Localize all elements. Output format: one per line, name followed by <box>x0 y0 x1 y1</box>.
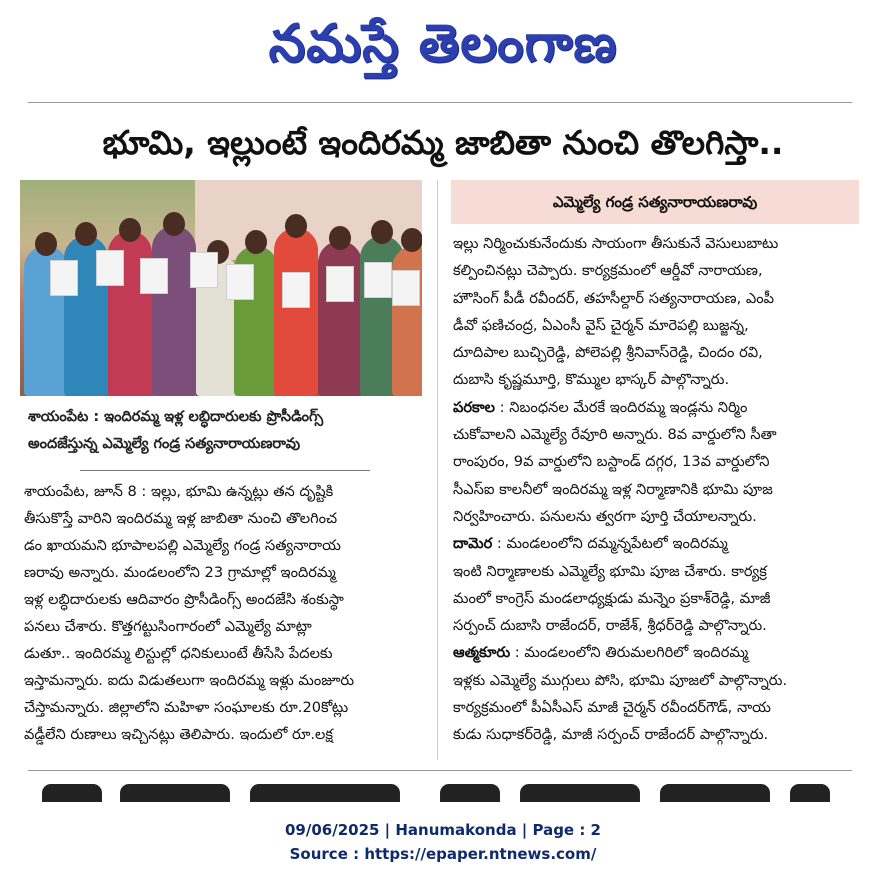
photo-document <box>226 264 254 300</box>
photo-person-head <box>285 214 307 238</box>
body-line: సర్పంచ్ దుబాసి రాజేందర్, రాజేశ్, శ్రీధర్‌రెడ్డి పాల్గొన్నారు. <box>453 617 767 635</box>
right-column-body <box>447 230 857 749</box>
photo-person-head <box>371 220 393 244</box>
section-first-line <box>453 394 857 421</box>
left-column-body <box>24 478 424 748</box>
page-footer <box>0 818 886 866</box>
photo-document <box>326 266 354 302</box>
section-text: : మండలంలోని తిరుమలగిరిలో ఇందిరమ్మ <box>510 644 749 662</box>
section-place: దామెర <box>453 535 493 553</box>
body-line: ఇళ్ల లబ్ధిదారులకు ఆదివారం ప్రొసీడింగ్స్ అందజేసి శంకుస్థా <box>24 591 344 608</box>
caption-line: అందజేస్తున్న ఎమ్మెల్యే గండ్ర సత్యనారాయణరావు <box>28 436 301 452</box>
body-line: ణరావు అన్నారు. మండలంలోని 23 గ్రామాల్లో ఇందిరమ్మ <box>24 564 336 581</box>
fragment-glyph <box>520 784 640 802</box>
body-line: పనలు చేశారు. కొత్తగట్టుసింగారంలో ఎమ్మెల్యే మాట్లా <box>24 618 312 635</box>
body-line: కల్పించినట్లు చెప్పారు. కార్యక్రమంలో ఆర్డీవో నారాయణ, <box>453 262 763 280</box>
newspaper-logo: నమస్తే తెలంగాణ <box>268 14 618 74</box>
fragment-glyph <box>660 784 770 802</box>
body-line: మంలో కాంగ్రెస్ మండలాధ్యక్షుడు మన్నెం ప్రకాశ్‌రెడ్డి, మాజీ <box>453 589 771 607</box>
section-place: పరకాల <box>453 398 496 416</box>
photo-person-head <box>163 212 185 236</box>
fragment-glyph <box>250 784 400 802</box>
photo-caption <box>28 404 422 458</box>
body-line: రాంపురం, 9వ వార్డులోని బస్టాండ్ దగ్గర, 13వ వార్డులోని <box>453 453 770 471</box>
body-line: డుతూ.. ఇందిరమ్మ లిస్టుల్లో ధనికులుంటే తీసేసి పేదలకు <box>24 645 333 662</box>
body-line: ఇల్లు నిర్మించుకునేందుకు సాయంగా తీసుకునే వెసులుబాటు <box>453 235 779 252</box>
photo-document <box>282 272 310 308</box>
body-line: డీవో ఫణిచంద్ర, ఏఎంసీ వైస్ చైర్మన్ మారెపల్లి బుజ్జన్న, <box>453 316 749 334</box>
section-first-line <box>453 530 857 557</box>
bottom-divider <box>28 770 852 771</box>
article-photo <box>20 180 422 396</box>
body-line: తీసుకొస్తే వారిని ఇందిరమ్మ ఇళ్ల జాబితా నుంచి తొలగించ <box>24 510 338 527</box>
caption-line: శాయంపేట : ఇందిరమ్మ ఇళ్ల లబ్ధిదారులకు ప్రొసీడింగ్స్ <box>28 409 324 425</box>
right-column <box>447 180 857 749</box>
article-headline: భూమి, ఇల్లుంటే ఇందిరమ్మ జాబితా నుంచి తొలగిస్తా.. <box>102 123 784 162</box>
fragment-glyph <box>440 784 500 802</box>
section-place: ఆత్మకూరు <box>453 644 511 662</box>
photo-document <box>392 270 420 306</box>
photo-document <box>364 262 392 298</box>
section-text: : నిబంధనల మేరకే ఇందిరమ్మ ఇండ్లను నిర్మిం <box>495 398 748 416</box>
fragment-glyph <box>42 784 102 802</box>
photo-document <box>140 258 168 294</box>
masthead <box>0 0 886 96</box>
photo-person-head <box>75 222 97 246</box>
photo-person-head <box>245 230 267 254</box>
body-line: చుకోవాలని ఎమ్మెల్యే రేవూరి అన్నారు. 8వ వార్డులోని సీతా <box>453 426 777 444</box>
body-line: ఇళ్లకు ఎమ్మెల్యే ముగ్గులు పోసి, భూమి పూజలో పాల్గొన్నారు. <box>453 671 788 689</box>
body-line: ఇస్తామన్నారు. ఐదు విడుతలుగా ఇందిరమ్మ ఇళ్లు మంజూరు <box>24 672 355 689</box>
section-text: : మండలంలోని దమ్మన్నపేటలో ఇందిరమ్మ <box>492 535 728 553</box>
body-line: కుడు సుధాకర్‌రెడ్డి, మాజీ సర్పంచ్ రాజేందర్ పాల్గొన్నారు. <box>453 726 769 744</box>
fragment-glyph <box>790 784 830 802</box>
photo-person-head <box>329 226 351 250</box>
body-line: శాయంపేట, జూన్ 8 : ఇల్లు, భూమి ఉన్నట్లు తన దృష్టికి <box>24 483 334 500</box>
photo-document <box>96 250 124 286</box>
photo-person-head <box>401 228 422 252</box>
photo-document <box>190 252 218 288</box>
body-line: ఇంటి నిర్మాణాలకు ఎమ్మెల్యే భూమి పూజ చేశారు. కార్యక్ర <box>453 562 767 580</box>
body-line: కార్యక్రమంలో పీఏసీఎస్ మాజీ చైర్మన్ రవీందర్‌గౌడ్, నాయ <box>453 699 771 717</box>
body-line: హౌసింగ్ పీడీ రవీందర్, తహసీల్దార్ సత్యనారాయణ, ఎంపీ <box>453 289 774 307</box>
column-divider <box>437 180 438 760</box>
photo-person <box>392 246 422 396</box>
body-line: డం ఖాయమని భూపాలపల్లి ఎమ్మెల్యే గండ్ర సత్యనారాయ <box>24 537 341 554</box>
body-line: దూదిపాల బుచ్చిరెడ్డి, పోలెపల్లి శ్రీనివాస్‌రెడ్డి, చిందం రవి, <box>453 344 763 362</box>
body-line: చేస్తామన్నారు. జిల్లాలోని మహిళా సంఘాలకు రూ.20కోట్లు <box>24 699 349 716</box>
body-line: దుబాసి కృష్ణమూర్తి, కొమ్ముల భాస్కర్ పాల్గొన్నారు. <box>453 371 730 389</box>
body-line: వడ్డీలేని రుణాలు ఇచ్చినట్లు తెలిపారు. ఇందులో రూ.లక్ష <box>24 726 333 743</box>
top-divider <box>28 102 852 103</box>
article-subhead: ఎమ్మెల్యే గండ్ర సత్యనారాయణరావు <box>451 180 859 224</box>
photo-document <box>50 260 78 296</box>
photo-person <box>318 241 362 396</box>
caption-divider <box>80 470 370 471</box>
section-first-line <box>453 639 857 666</box>
photo-person <box>274 228 318 396</box>
edition-info: 09/06/2025 | Hanumakonda | Page : 2 <box>284 821 601 839</box>
body-line: సీఎస్ఐ కాలనీలో ఇందిరమ్మ ఇళ్ల నిర్మాణానికి భూమి పూజ <box>453 480 773 498</box>
fragment-glyph <box>120 784 230 802</box>
next-headline-fragment <box>30 778 850 802</box>
photo-person-head <box>119 218 141 242</box>
photo-person-head <box>35 232 57 256</box>
body-line: నిర్వహించారు. పనులను త్వరగా పూర్తి చేయాలన్నారు. <box>453 507 757 525</box>
source-link[interactable]: Source : https://epaper.ntnews.com/ <box>289 845 597 863</box>
